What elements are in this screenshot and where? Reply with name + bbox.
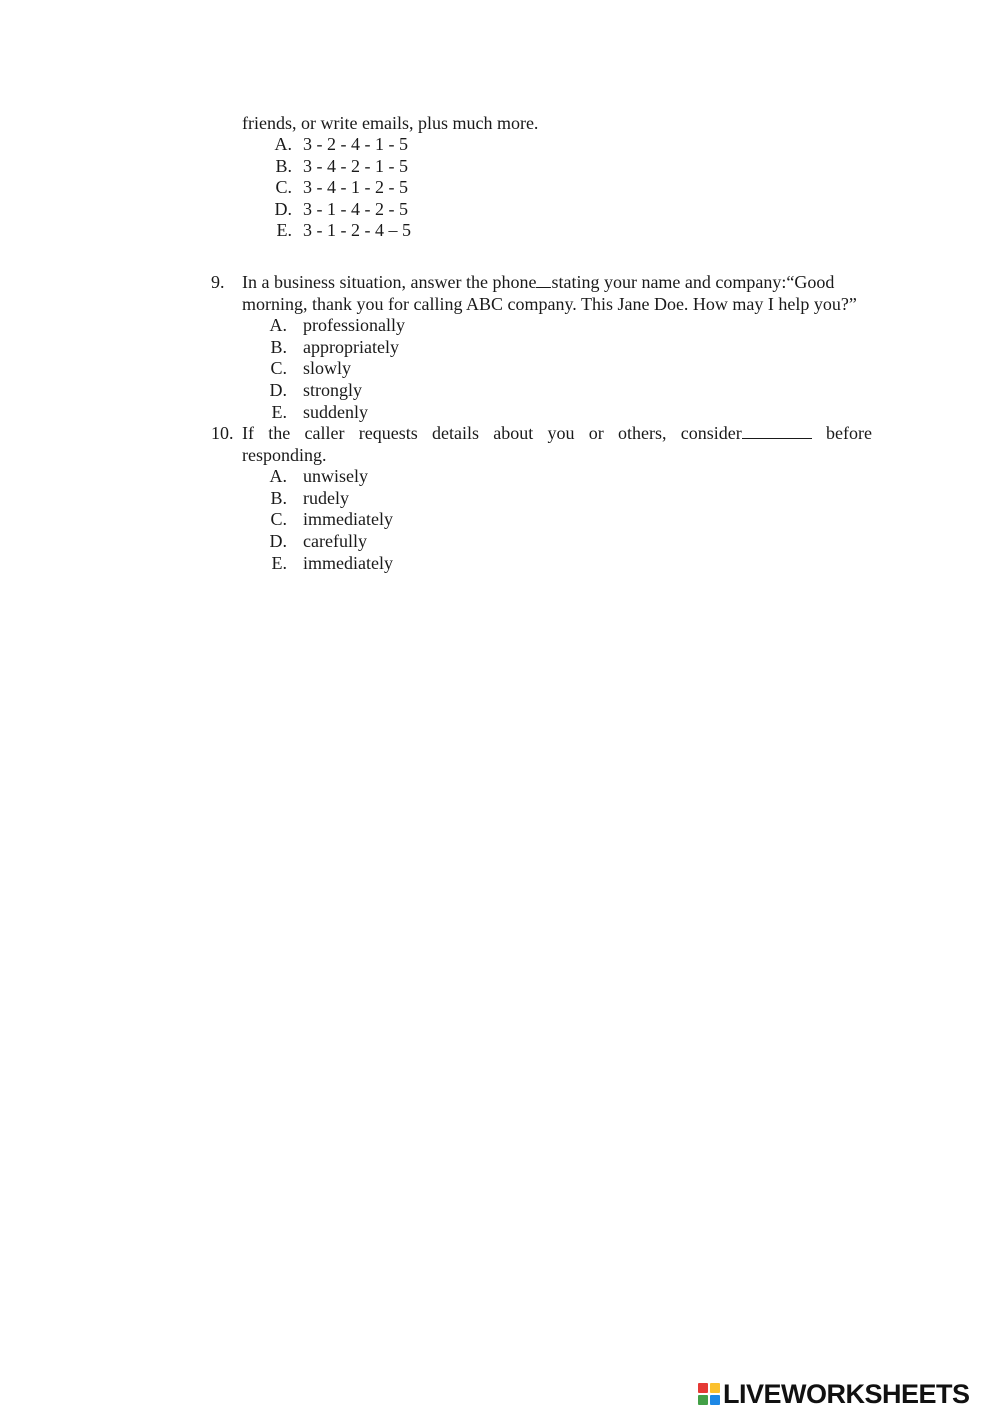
option-letter: C. xyxy=(270,358,287,378)
q10-line1-start: If the caller requests details about you or others, consider xyxy=(242,423,742,443)
option-letter: C. xyxy=(275,177,292,197)
option-text: appropriately xyxy=(303,337,399,357)
option-letter: A. xyxy=(269,315,287,335)
q9-line1-end: stating your name and company:“Good xyxy=(551,272,835,292)
option-letter: E. xyxy=(271,402,287,422)
logo-tile-red xyxy=(698,1383,708,1393)
logo-tile-green xyxy=(698,1395,708,1405)
option-text: professionally xyxy=(303,315,405,335)
q10-number: 10. xyxy=(211,423,234,443)
option-text: slowly xyxy=(303,358,352,378)
option-letter: B. xyxy=(270,337,287,357)
option-text: 3 - 4 - 1 - 2 - 5 xyxy=(303,177,408,197)
q9-number: 9. xyxy=(211,272,225,292)
q10-line-2: responding. xyxy=(242,444,327,465)
q10-line-1 xyxy=(242,423,872,445)
option-text: 3 - 1 - 4 - 2 - 5 xyxy=(303,199,408,219)
option-letter: D. xyxy=(269,380,287,400)
q9-line-1 xyxy=(242,272,882,294)
option-letter: B. xyxy=(275,156,292,176)
option-text: rudely xyxy=(303,488,349,508)
option-text: suddenly xyxy=(303,402,368,422)
q9-prompt xyxy=(242,272,882,315)
q8-continuation: friends, or write emails, plus much more. xyxy=(242,113,539,133)
logo-text: LIVEWORKSHEETS xyxy=(723,1379,970,1409)
logo-tile-blue xyxy=(710,1395,720,1405)
logo-tile-yellow xyxy=(710,1383,720,1393)
q10-line1-end: before xyxy=(826,423,872,443)
option-letter: D. xyxy=(269,531,287,551)
option-letter: A. xyxy=(274,134,292,154)
liveworksheets-logo xyxy=(698,1381,970,1407)
option-text: 3 - 2 - 4 - 1 - 5 xyxy=(303,134,408,154)
q9-answer-blank[interactable] xyxy=(536,273,551,288)
q9-line-2: morning, thank you for calling ABC company. This Jane Doe. How may I help you?” xyxy=(242,293,857,314)
q10-prompt xyxy=(242,423,872,466)
option-text: strongly xyxy=(303,380,363,400)
option-letter: E. xyxy=(271,553,287,573)
option-text: 3 - 4 - 2 - 1 - 5 xyxy=(303,156,408,176)
q10-answer-blank[interactable] xyxy=(742,424,812,439)
option-text: immediately xyxy=(303,553,393,573)
option-letter: D. xyxy=(274,199,292,219)
option-letter: A. xyxy=(269,466,287,486)
option-text: 3 - 1 - 2 - 4 – 5 xyxy=(303,220,411,240)
option-letter: C. xyxy=(270,509,287,529)
option-letter: B. xyxy=(270,488,287,508)
option-text: immediately xyxy=(303,509,393,529)
option-text: unwisely xyxy=(303,466,368,486)
option-text: carefully xyxy=(303,531,367,551)
option-letter: E. xyxy=(276,220,292,240)
q9-line1-start: In a business situation, answer the phone xyxy=(242,272,537,292)
logo-mark-icon xyxy=(698,1383,720,1405)
